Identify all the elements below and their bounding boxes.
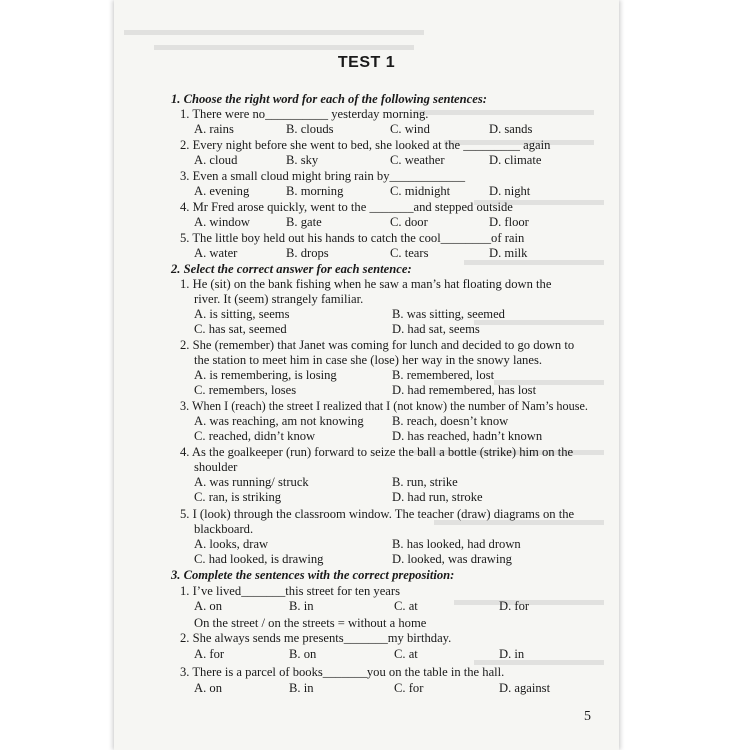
option-b: B. remembered, lost [392,368,495,382]
option-a: A. water [194,246,238,260]
option-b: B. run, strike [392,475,458,489]
option-d: D. looked, was drawing [392,552,512,566]
question-stem: 3. There is a parcel of books_______you on the table in the hall. [180,665,505,679]
question-stem: 2. She always sends me presents_______my birthday. [180,631,452,645]
option-c: C. at [394,599,418,613]
option-d: D. night [489,184,531,198]
option-d: D. had remembered, has lost [392,383,537,397]
page-title: TEST 1 [337,54,396,71]
option-a: A. on [194,681,222,695]
option-d: D. climate [489,153,542,167]
option-d: D. against [499,681,551,695]
option-c: C. tears [390,246,429,260]
question-stem-continued: river. It (seem) strangely familiar. [194,292,364,306]
option-c: C. remembers, loses [194,383,297,397]
section-2-heading: 2. Select the correct answer for each sentence: [171,262,412,276]
page-number: 5 [584,709,591,724]
option-d: D. has reached, hadn’t known [392,429,543,443]
option-a: A. for [194,647,225,661]
option-a: A. on [194,599,222,613]
option-b: B. in [289,681,314,695]
option-c: C. for [394,681,424,695]
section-3-heading: 3. Complete the sentences with the correct preposition: [171,568,455,582]
option-a: A. looks, draw [194,537,269,551]
option-c: C. door [390,215,428,229]
section-1-heading: 1. Choose the right word for each of the following sentences: [171,92,487,106]
question-stem: 2. Every night before she went to bed, she looked at the _________ again [180,138,551,152]
option-b: B. morning [286,184,344,198]
option-d: D. milk [489,246,528,260]
question-stem: 3. Even a small cloud might bring rain by____________ [180,169,466,183]
book-page [114,0,619,750]
option-b: B. on [289,647,317,661]
question-stem: 3. When I (reach) the street I realized that I (not know) the number of Nam’s house. [180,399,588,413]
option-a: A. evening [194,184,250,198]
question-stem: 1. He (sit) on the bank fishing when he saw a man’s hat floating down the [180,277,552,291]
option-b: B. has looked, had drown [392,537,521,551]
option-b: B. clouds [286,122,334,136]
option-b: B. sky [286,153,319,167]
option-d: D. for [499,599,530,613]
option-d: D. had sat, seems [392,322,480,336]
option-c: C. wind [390,122,430,136]
question-stem: 4. Mr Fred arose quickly, went to the _______and stepped outside [180,200,513,214]
question-stem-continued: the station to meet him in case she (lose) her way in the snowy lanes. [194,353,542,367]
option-c: C. reached, didn’t know [194,429,316,443]
option-c: C. midnight [390,184,451,198]
option-b: B. drops [286,246,329,260]
option-a: A. cloud [194,153,238,167]
question-stem: 1. I’ve lived_______this street for ten years [180,584,400,598]
option-b: B. in [289,599,314,613]
option-a: A. is remembering, is losing [194,368,337,382]
option-a: A. was reaching, am not knowing [194,414,364,428]
option-a: A. is sitting, seems [194,307,290,321]
option-a: A. rains [194,122,234,136]
option-c: C. has sat, seemed [194,322,287,336]
option-b: B. gate [286,215,322,229]
option-c: C. at [394,647,418,661]
option-a: A. window [194,215,250,229]
question-stem: 2. She (remember) that Janet was coming for lunch and decided to go down to [180,338,575,352]
option-b: B. reach, doesn’t know [392,414,509,428]
question-stem: 1. There were no__________ yesterday morning. [180,107,429,121]
option-a: A. was running/ struck [194,475,309,489]
question-stem: 4. As the goalkeeper (run) forward to seize the ball a bottle (strike) him on the [180,445,574,459]
option-c: C. ran, is striking [194,490,282,504]
option-b: B. was sitting, seemed [392,307,505,321]
note: On the street / on the streets = without a home [194,616,427,630]
option-c: C. weather [390,153,445,167]
question-stem-continued: shoulder [194,460,238,474]
question-stem: 5. The little boy held out his hands to catch the cool________of rain [180,231,525,245]
option-c: C. had looked, is drawing [194,552,324,566]
option-d: D. floor [489,215,529,229]
question-stem: 5. I (look) through the classroom window. The teacher (draw) diagrams on the [180,507,575,521]
option-d: D. in [499,647,525,661]
option-d: D. sands [489,122,533,136]
question-stem-continued: blackboard. [194,522,254,536]
option-d: D. had run, stroke [392,490,483,504]
